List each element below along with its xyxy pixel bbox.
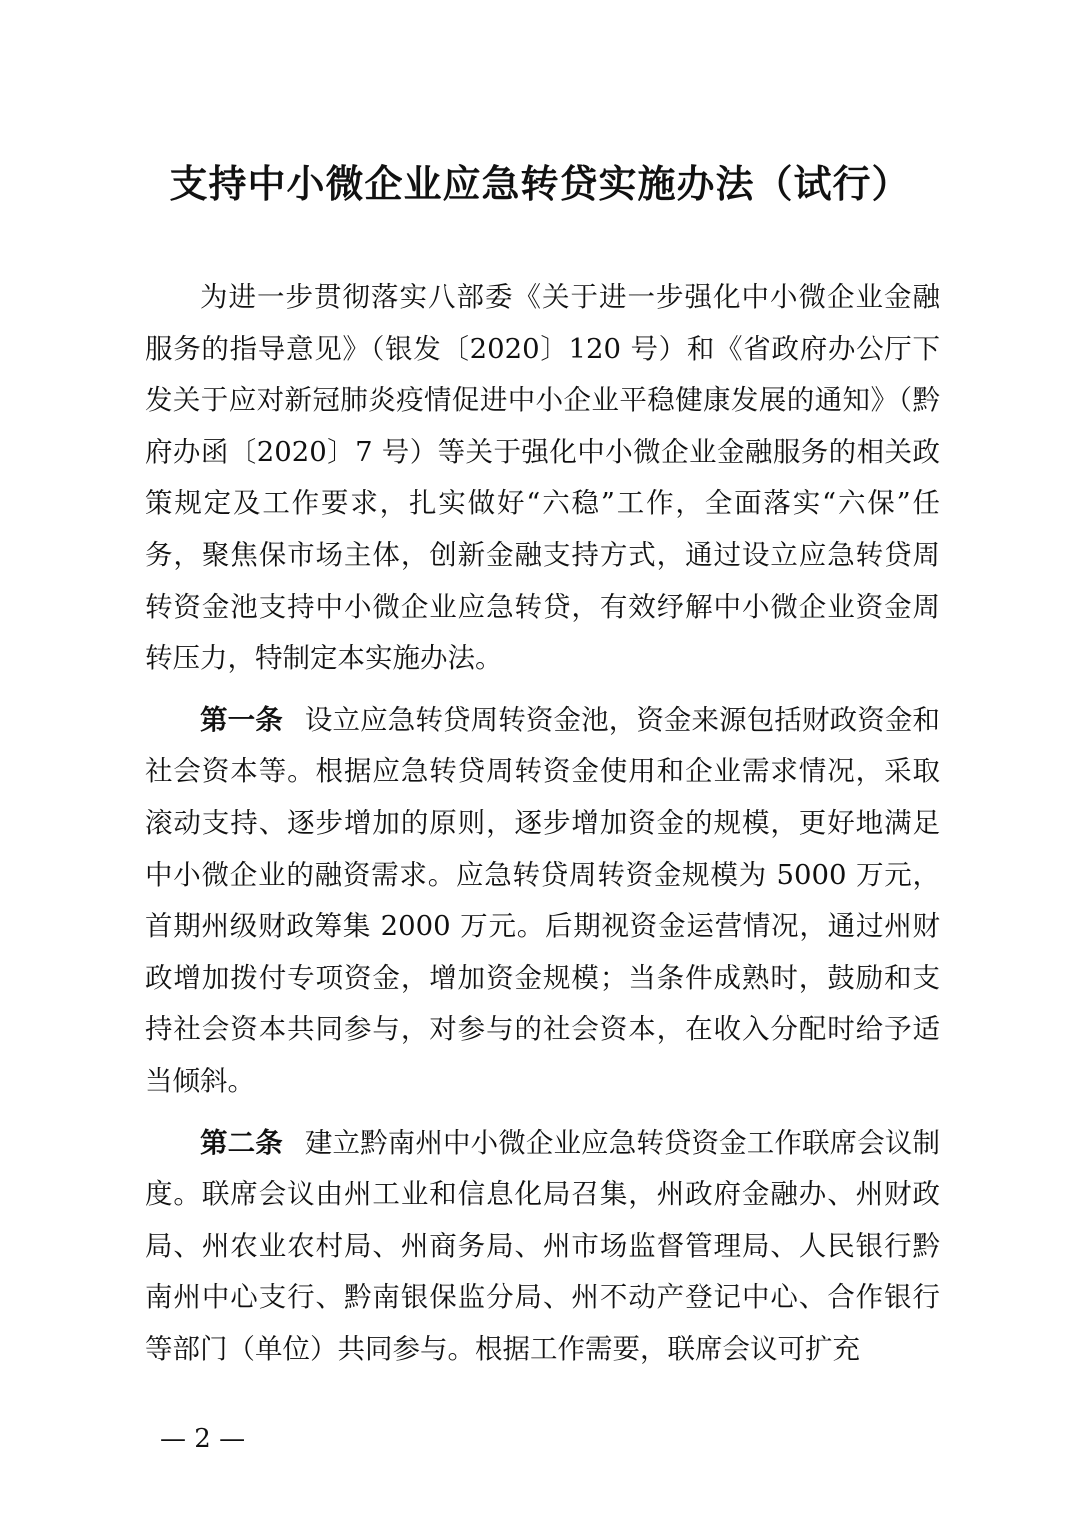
article-1-label: 第一条 <box>200 703 283 736</box>
document-body <box>145 272 940 1375</box>
article-1-paragraph <box>145 695 940 1108</box>
document-title: 支持中小微企业应急转贷实施办法（试行） <box>169 161 911 206</box>
article-1-text: 设立应急转贷周转资金池，资金来源包括财政资金和社会资本等。根据应急转贷周转资金使用和企业需求情况，采取滚动支持、逐步增加的原则，逐步增加资金的规模，更好地满足中小微企业的融资需求。应急转贷周转资金规模为 5000 万元，首期州级财政筹集 2000 万元。后期视资金运营情况，通过州财政增加拨付专项资金，增加资金规模；当条件成熟时，鼓励和支持社会资本共同参与，对参与的社会资本，在收入分配时给予适当倾斜。 <box>145 703 941 1097</box>
intro-paragraph: 为进一步贯彻落实八部委《关于进一步强化中小微企业金融服务的指导意见》（银发〔2020〕120 号）和《省政府办公厅下发关于应对新冠肺炎疫情促进中小企业平稳健康发展的通知》（黔府办函〔2020〕7 号）等关于强化中小微企业金融服务的相关政策规定及工作要求，扎实做好“六稳”工作，全面落实“六保”任务，聚焦保市场主体，创新金融支持方式，通过设立应急转贷周转资金池支持中小微企业应急转贷，有效纾解中小微企业资金周转压力，特制定本实施办法。 <box>145 281 940 675</box>
page-number: — 2 — <box>160 1424 246 1454</box>
article-2-text: 建立黔南州中小微企业应急转贷资金工作联席会议制度。联席会议由州工业和信息化局召集，州政府金融办、州财政局、州农业农村局、州商务局、州市场监督管理局、人民银行黔南州中心支行、黔南银保监分局、州不动产登记中心、合作银行等部门（单位）共同参与。根据工作需要，联席会议可扩充 <box>145 1126 941 1365</box>
article-2-paragraph <box>145 1118 940 1376</box>
article-2-label: 第二条 <box>200 1126 283 1159</box>
